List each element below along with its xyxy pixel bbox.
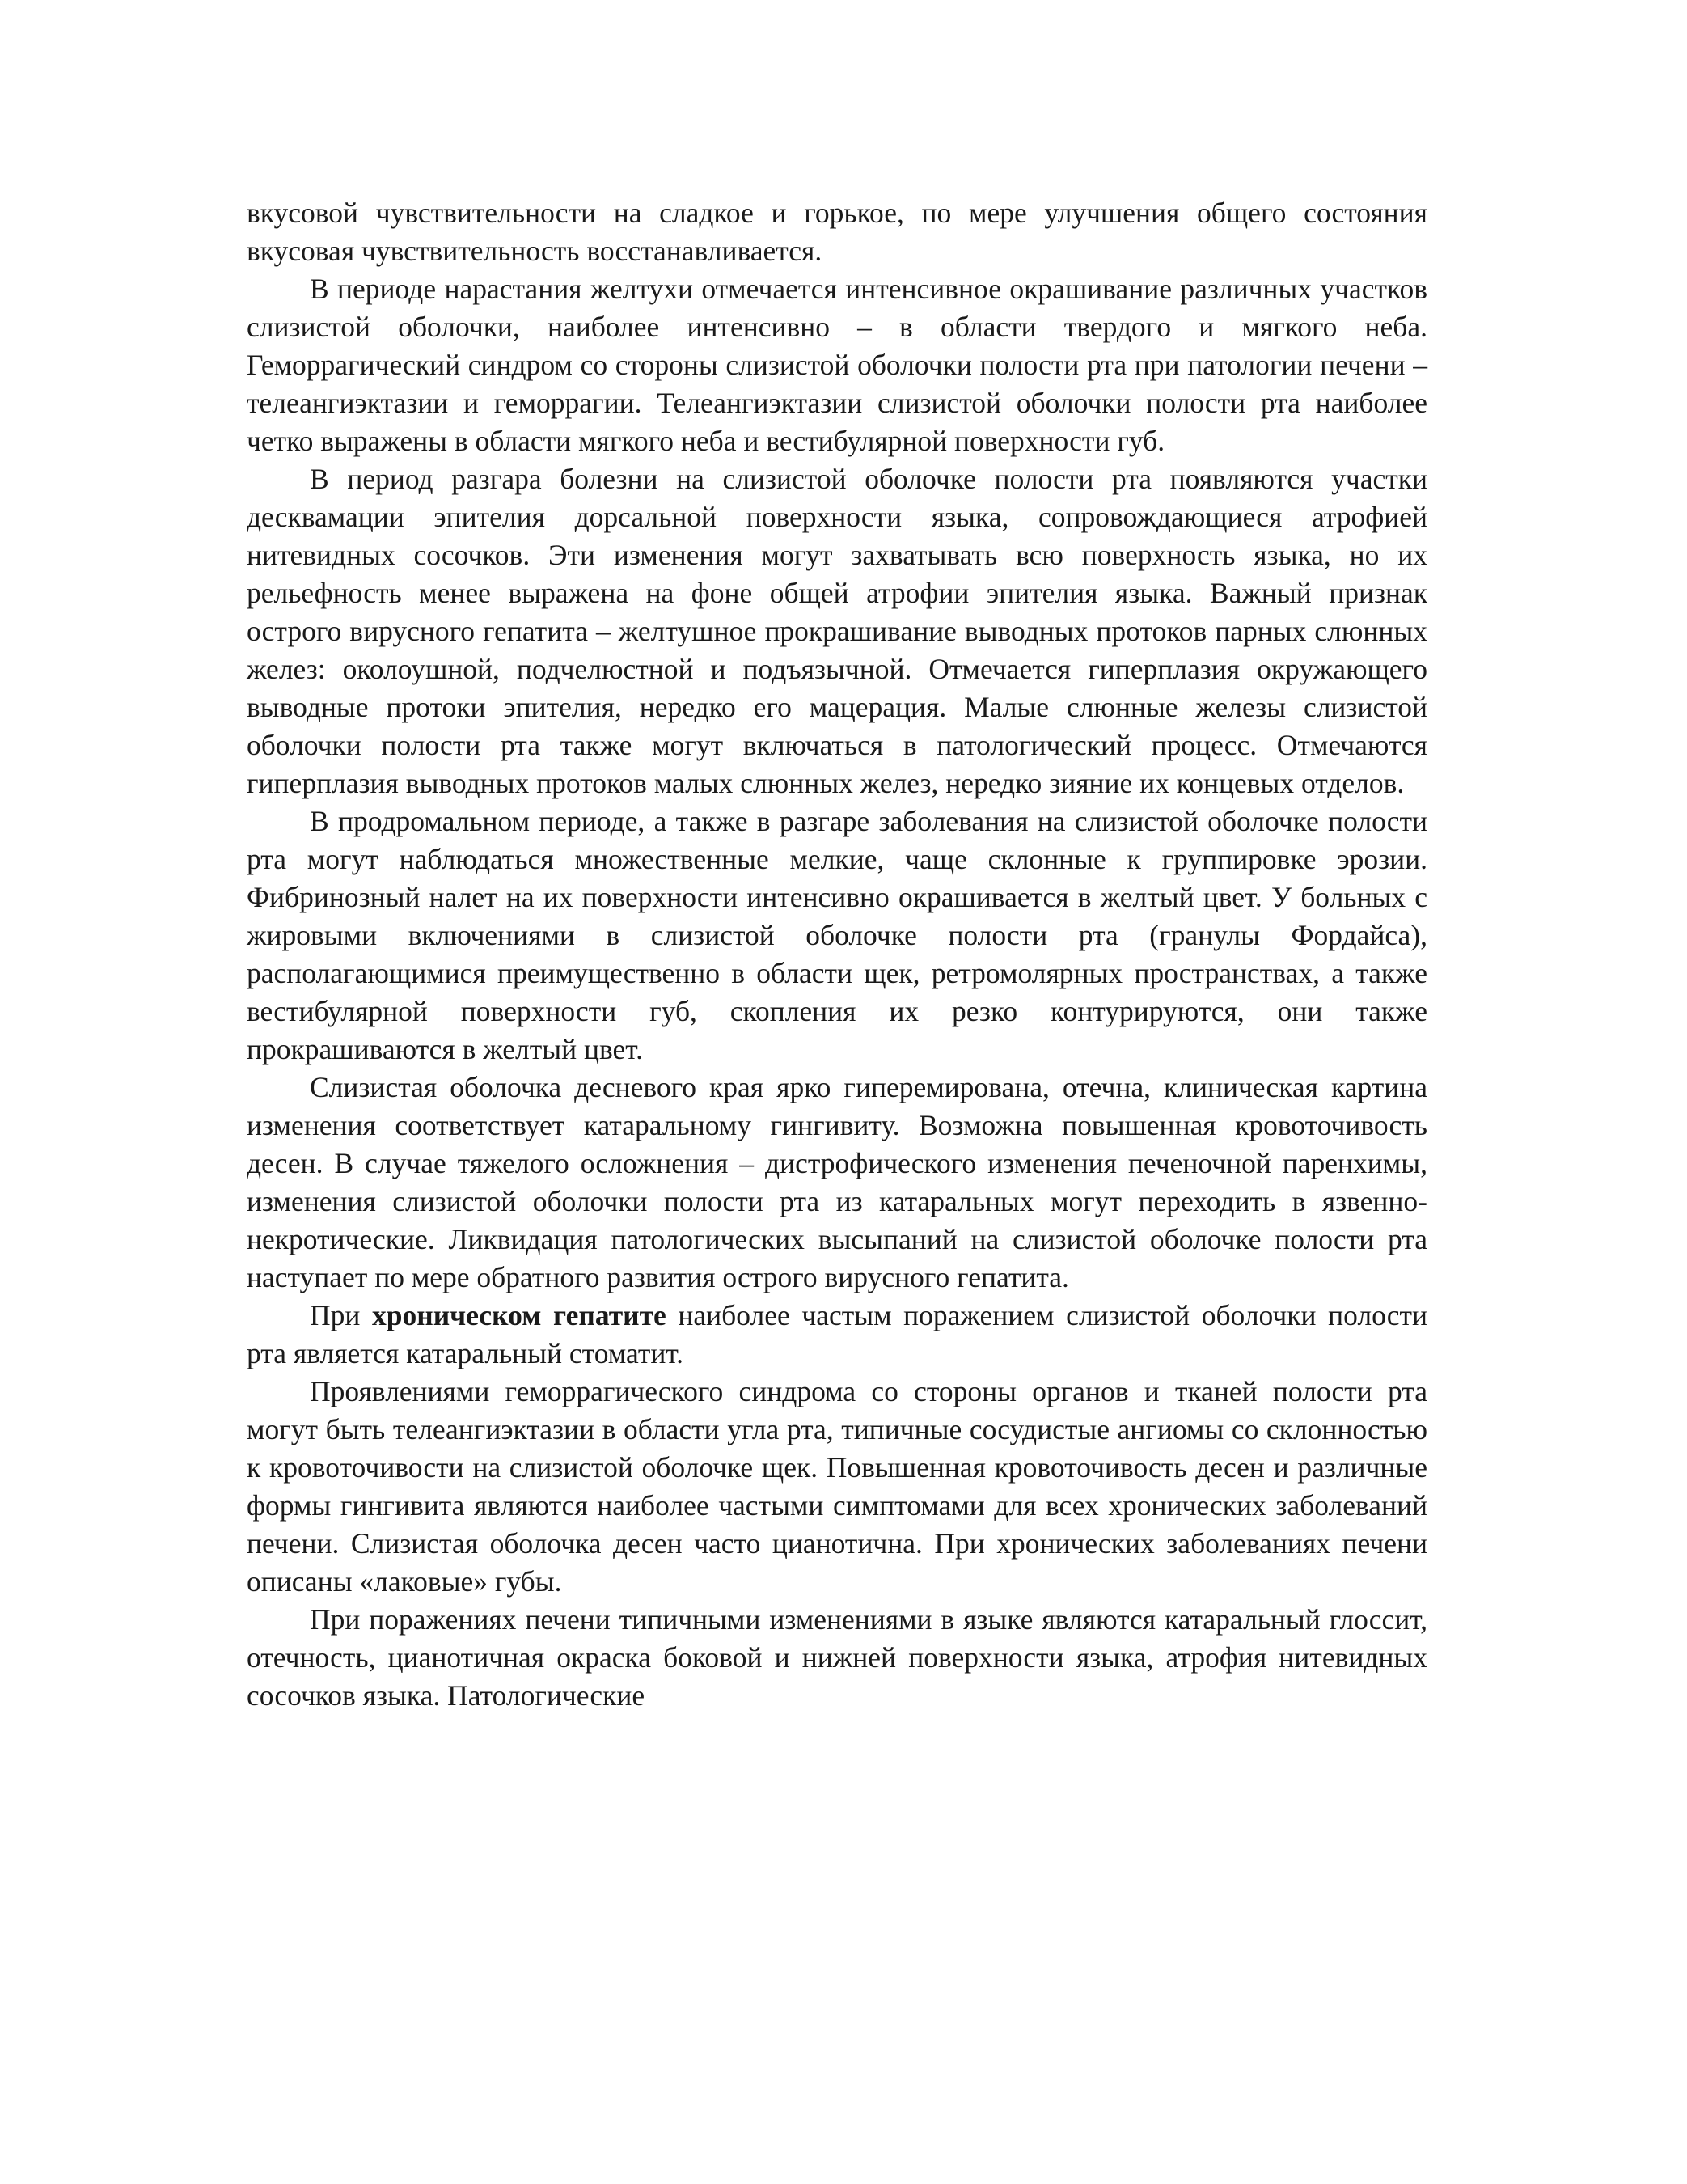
bold-term: хроническом гепатите: [372, 1299, 666, 1331]
paragraph-tongue: При поражениях печени типичными изменениями в языке являются катаральный глоссит, отечность, цианотичная окраска боковой и нижней поверхности языка, атрофия нитевидных сосочков языка. Патологические: [247, 1603, 1427, 1712]
paragraph-rest: наиболее частым поражением слизистой оболочки полости рта является катаральный стоматит.: [247, 1299, 1427, 1369]
paragraph-peak-disease: В период разгара болезни на слизистой оболочке полости рта появляются участки десквамации эпителия дорсальной поверхности языка, сопровождающиеся атрофией нитевидных сосочков. Эти изменения могут захватывать всю поверхность языка, но их рельефность менее выражена на фоне общей атрофии эпителия языка. Важный признак острого вирусного гепатита – желтушное прокрашивание выводных протоков парных слюнных желез: околоушной, подчелюстной и подъязычной. Отмечается гиперплазия окружающего выводные протоки эпителия, нередко его мацерация. Малые слюнные железы слизистой оболочки полости рта также могут включаться в патологический процесс. Отмечаются гиперплазия выводных протоков малых слюнных желез, нередко зияние их концевых отделов.: [247, 463, 1427, 799]
body-text: [247, 194, 1427, 1715]
paragraph-hemorrhagic: Проявлениями геморрагического синдрома со стороны органов и тканей полости рта могут быть телеангиэктазии в области угла рта, типичные сосудистые ангиомы со склонностью к кровоточивости на слизистой оболочке щек. Повышенная кровоточивость десен и различные формы гингивита являются наиболее частыми симптомами для всех хронических заболеваний печени. Слизистая оболочка десен часто цианотична. При хронических заболеваниях печени описаны «лаковые» губы.: [247, 1375, 1427, 1598]
paragraph-chronic-hepatitis: [247, 1297, 1427, 1373]
paragraph-jaundice: В периоде нарастания желтухи отмечается интенсивное окрашивание различных участков слизистой оболочки, наиболее интенсивно – в области твердого и мягкого неба. Геморрагический синдром со стороны слизистой оболочки полости рта при патологии печени – телеангиэктазии и геморрагии. Телеангиэктазии слизистой оболочки полости рта наиболее четко выражены в области мягкого неба и вестибулярной поверхности губ.: [247, 273, 1427, 457]
paragraph-gingival: Слизистая оболочка десневого края ярко гиперемирована, отечна, клиническая картина изменения соответствует катаральному гингивиту. Возможна повышенная кровоточивость десен. В случае тяжелого осложнения – дистрофического изменения печеночной паренхимы, изменения слизистой оболочки полости рта из катаральных могут переходить в язвенно-некротические. Ликвидация патологических высыпаний на слизистой оболочке полости рта наступает по мере обратного развития острого вирусного гепатита.: [247, 1071, 1427, 1293]
paragraph-prodromal: В продромальном периоде, а также в разгаре заболевания на слизистой оболочке полости рта могут наблюдаться множественные мелкие, чаще склонные к группировке эрозии. Фибринозный налет на их поверхности интенсивно окрашивается в желтый цвет. У больных с жировыми включениями в слизистой оболочке полости рта (гранулы Фордайса), располагающимися преимущественно в области щек, ретромолярных пространствах, а также вестибулярной поверхности губ, скопления их резко контурируются, они также прокрашиваются в желтый цвет.: [247, 805, 1427, 1065]
paragraph-lead: При: [310, 1299, 373, 1331]
paragraph-continuation: вкусовой чувствительности на сладкое и горькое, по мере улучшения общего состояния вкусовая чувствительность восстанавливается.: [247, 197, 1427, 267]
